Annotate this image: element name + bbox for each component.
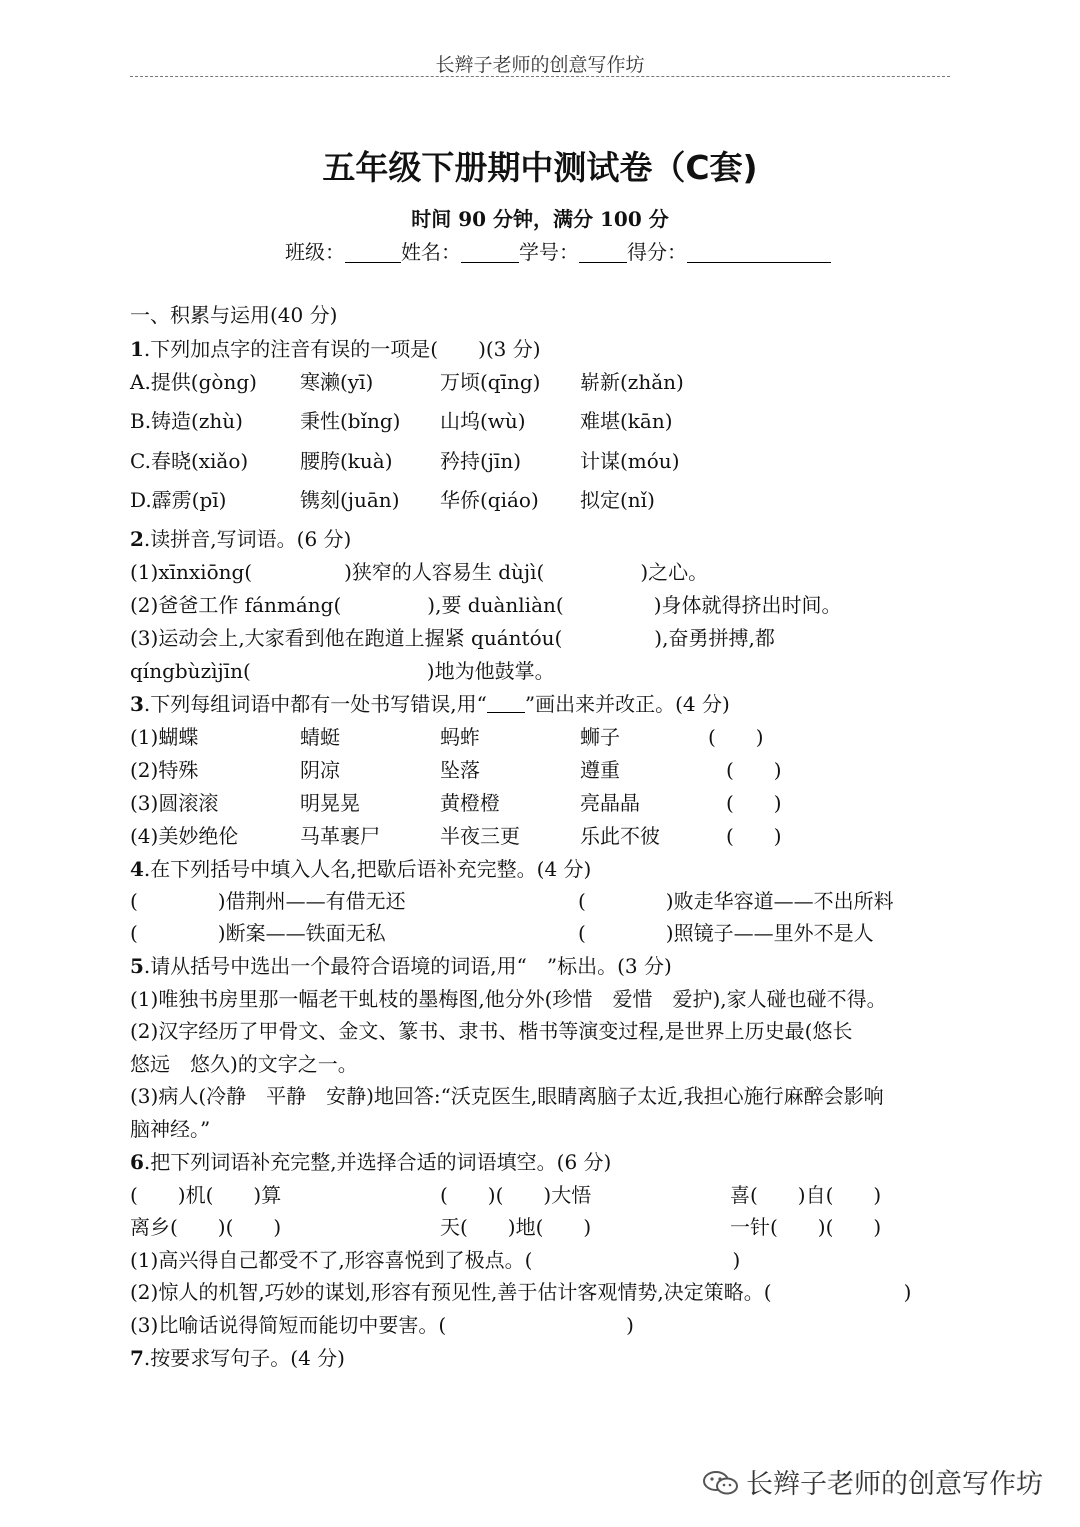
option-item: 拟定(nǐ) xyxy=(580,488,655,512)
question-text: .下列加点字的注音有误的一项是( )(3 分) xyxy=(143,337,541,361)
word: (2)特殊 xyxy=(130,758,199,782)
q5-line: (1)唯独书房里那一幅老干虬枝的墨梅图,他分外(珍惜 爱惜 爱护),家人碰也碰不得。 xyxy=(130,987,887,1011)
question-text: ”画出来并改正。(4 分) xyxy=(524,692,730,716)
word: 遵重 xyxy=(580,758,620,782)
score-label: 得分： xyxy=(627,240,687,264)
q2-line-3 xyxy=(130,625,775,651)
id-blank[interactable] xyxy=(579,242,627,263)
option-item: 镌刻(juān) xyxy=(300,488,400,512)
text: ),要 duànliàn( xyxy=(427,593,564,617)
watermark xyxy=(702,1462,1043,1501)
question-1 xyxy=(130,336,541,362)
name-label: 姓名： xyxy=(401,240,461,264)
option-b: B.铸造(zhù) xyxy=(130,409,243,433)
idiom-fill[interactable]: ( )( )大悟 xyxy=(440,1183,592,1207)
text: (3)运动会上,大家看到他在跑道上握紧 quántóu( xyxy=(130,626,563,650)
word: 蚂蚱 xyxy=(440,725,480,749)
text: (2)爸爸工作 fánmáng( xyxy=(130,593,342,617)
word: 明晃晃 xyxy=(300,791,360,815)
q6-sentence xyxy=(130,1279,911,1305)
question-text: .下列每组词语中都有一处书写错误,用“ xyxy=(143,692,487,716)
word: (1)蝴蝶 xyxy=(130,725,199,749)
word: 蜻蜓 xyxy=(300,725,340,749)
question-6 xyxy=(130,1149,611,1175)
q2-line-2 xyxy=(130,592,842,618)
answer-bracket[interactable]: ( ) xyxy=(726,758,782,782)
idiom-fill[interactable]: 天( )地( ) xyxy=(440,1215,592,1239)
option-c: C.春晓(xiǎo) xyxy=(130,449,249,473)
word: 蛳子 xyxy=(580,725,620,749)
idiom-fill[interactable]: 一针( )( ) xyxy=(730,1215,882,1239)
word: 阴凉 xyxy=(300,758,340,782)
question-number: 5 xyxy=(130,954,144,978)
answer-bracket[interactable]: ( ) xyxy=(726,791,782,815)
question-text: .请从括号中选出一个最符合语境的词语,用“ ”标出。(3 分) xyxy=(143,954,672,978)
answer-bracket[interactable]: ( ) xyxy=(726,824,782,848)
q6-sentence: (3)比喻话说得简短而能切中要害。( ) xyxy=(130,1313,634,1337)
q2-line-1 xyxy=(130,559,708,585)
word: 坠落 xyxy=(440,758,480,782)
question-5 xyxy=(130,953,672,979)
question-4 xyxy=(130,856,591,882)
exam-time-info: 时间 90 分钟，满分 100 分 xyxy=(411,207,669,231)
question-text: .把下列词语补充完整,并选择合适的词语填空。(6 分) xyxy=(143,1150,612,1174)
q5-line: 脑神经。” xyxy=(130,1117,211,1141)
word: 半夜三更 xyxy=(440,824,520,848)
question-text: .读拼音,写词语。(6 分) xyxy=(143,527,352,551)
option-item: 矜持(jīn) xyxy=(440,449,522,473)
idiom-item: ( )借荆州——有借无还 xyxy=(130,889,406,913)
class-label: 班级： xyxy=(285,240,345,264)
question-number: 1 xyxy=(130,337,144,361)
option-item: 难堪(kān) xyxy=(580,409,673,433)
question-text: .在下列括号中填入人名,把歇后语补充完整。(4 分) xyxy=(143,857,592,881)
idiom-item: ( )败走华容道——不出所料 xyxy=(578,889,894,913)
option-d: D.霹雳(pī) xyxy=(130,488,227,512)
id-label: 学号： xyxy=(519,240,579,264)
underline-mark xyxy=(487,694,525,713)
option-item: 寒濑(yī) xyxy=(300,370,374,394)
text: (1)xīnxiōng( xyxy=(130,560,253,584)
word: 马革裹尸 xyxy=(300,824,380,848)
word: (4)美妙绝伦 xyxy=(130,824,239,848)
text: ) xyxy=(903,1280,912,1304)
option-item: 万顷(qīng) xyxy=(440,370,541,394)
text: )地为他鼓掌。 xyxy=(426,659,555,683)
student-info-line xyxy=(285,236,831,265)
option-item: 崭新(zhǎn) xyxy=(580,370,684,394)
q2-line-4 xyxy=(130,658,555,684)
text: )身体就得挤出时间。 xyxy=(653,593,842,617)
idiom-fill[interactable]: 离乡( )( ) xyxy=(130,1215,282,1239)
page-title: 五年级下册期中测试卷（C套) xyxy=(322,148,758,187)
word: (3)圆滚滚 xyxy=(130,791,219,815)
option-item: 华侨(qiáo) xyxy=(440,488,539,512)
question-number: 2 xyxy=(130,527,144,551)
option-item: 腰胯(kuà) xyxy=(300,449,393,473)
word: 黄橙橙 xyxy=(440,791,500,815)
option-item: 山坞(wù) xyxy=(440,409,526,433)
word: 亮晶晶 xyxy=(580,791,640,815)
q5-line: (2)汉字经历了甲骨文、金文、篆书、隶书、楷书等演变过程,是世界上历史最(悠长 xyxy=(130,1019,853,1043)
option-a: A.提供(gòng) xyxy=(130,370,257,394)
question-3 xyxy=(130,691,730,717)
text: )之心。 xyxy=(640,560,709,584)
text: qíngbùzìjīn( xyxy=(130,659,251,683)
text: ),奋勇拼搏,都 xyxy=(654,626,775,650)
idiom-fill[interactable]: 喜( )自( ) xyxy=(730,1183,882,1207)
q5-line: 悠远 悠久)的文字之一。 xyxy=(130,1052,358,1076)
idiom-fill[interactable]: ( )机( )算 xyxy=(130,1183,282,1207)
question-text: .按要求写句子。(4 分) xyxy=(143,1346,345,1370)
page-header: 长辫子老师的创意写作坊 xyxy=(435,54,645,76)
idiom-item: ( )断案——铁面无私 xyxy=(130,921,386,945)
question-number: 3 xyxy=(130,692,144,716)
question-7 xyxy=(130,1345,345,1371)
q5-line: (3)病人(冷静 平静 安静)地回答:“沃克医生,眼睛离脑子太近,我担心施行麻醉会影响 xyxy=(130,1084,884,1108)
header-divider xyxy=(130,76,950,77)
name-blank[interactable] xyxy=(461,242,519,263)
score-blank[interactable] xyxy=(687,242,831,263)
option-item: 秉性(bǐng) xyxy=(300,409,401,433)
section-heading: 一、积累与运用(40 分) xyxy=(130,303,338,327)
answer-bracket[interactable]: ( ) xyxy=(708,725,764,749)
question-number: 7 xyxy=(130,1346,144,1370)
question-2 xyxy=(130,526,351,552)
watermark-text: 长辫子老师的创意写作坊 xyxy=(746,1469,1043,1500)
option-item: 计谋(móu) xyxy=(580,449,680,473)
q6-sentence: (1)高兴得自己都受不了,形容喜悦到了极点。( ) xyxy=(130,1248,741,1272)
question-number: 6 xyxy=(130,1150,144,1174)
class-blank[interactable] xyxy=(345,242,401,263)
word: 乐此不彼 xyxy=(580,824,660,848)
question-number: 4 xyxy=(130,857,144,881)
text: )狭窄的人容易生 dùjì( xyxy=(344,560,545,584)
text: (2)惊人的机智,巧妙的谋划,形容有预见性,善于估计客观情势,决定策略。( xyxy=(130,1280,772,1304)
wechat-icon xyxy=(702,1469,740,1497)
idiom-item: ( )照镜子——里外不是人 xyxy=(578,921,874,945)
